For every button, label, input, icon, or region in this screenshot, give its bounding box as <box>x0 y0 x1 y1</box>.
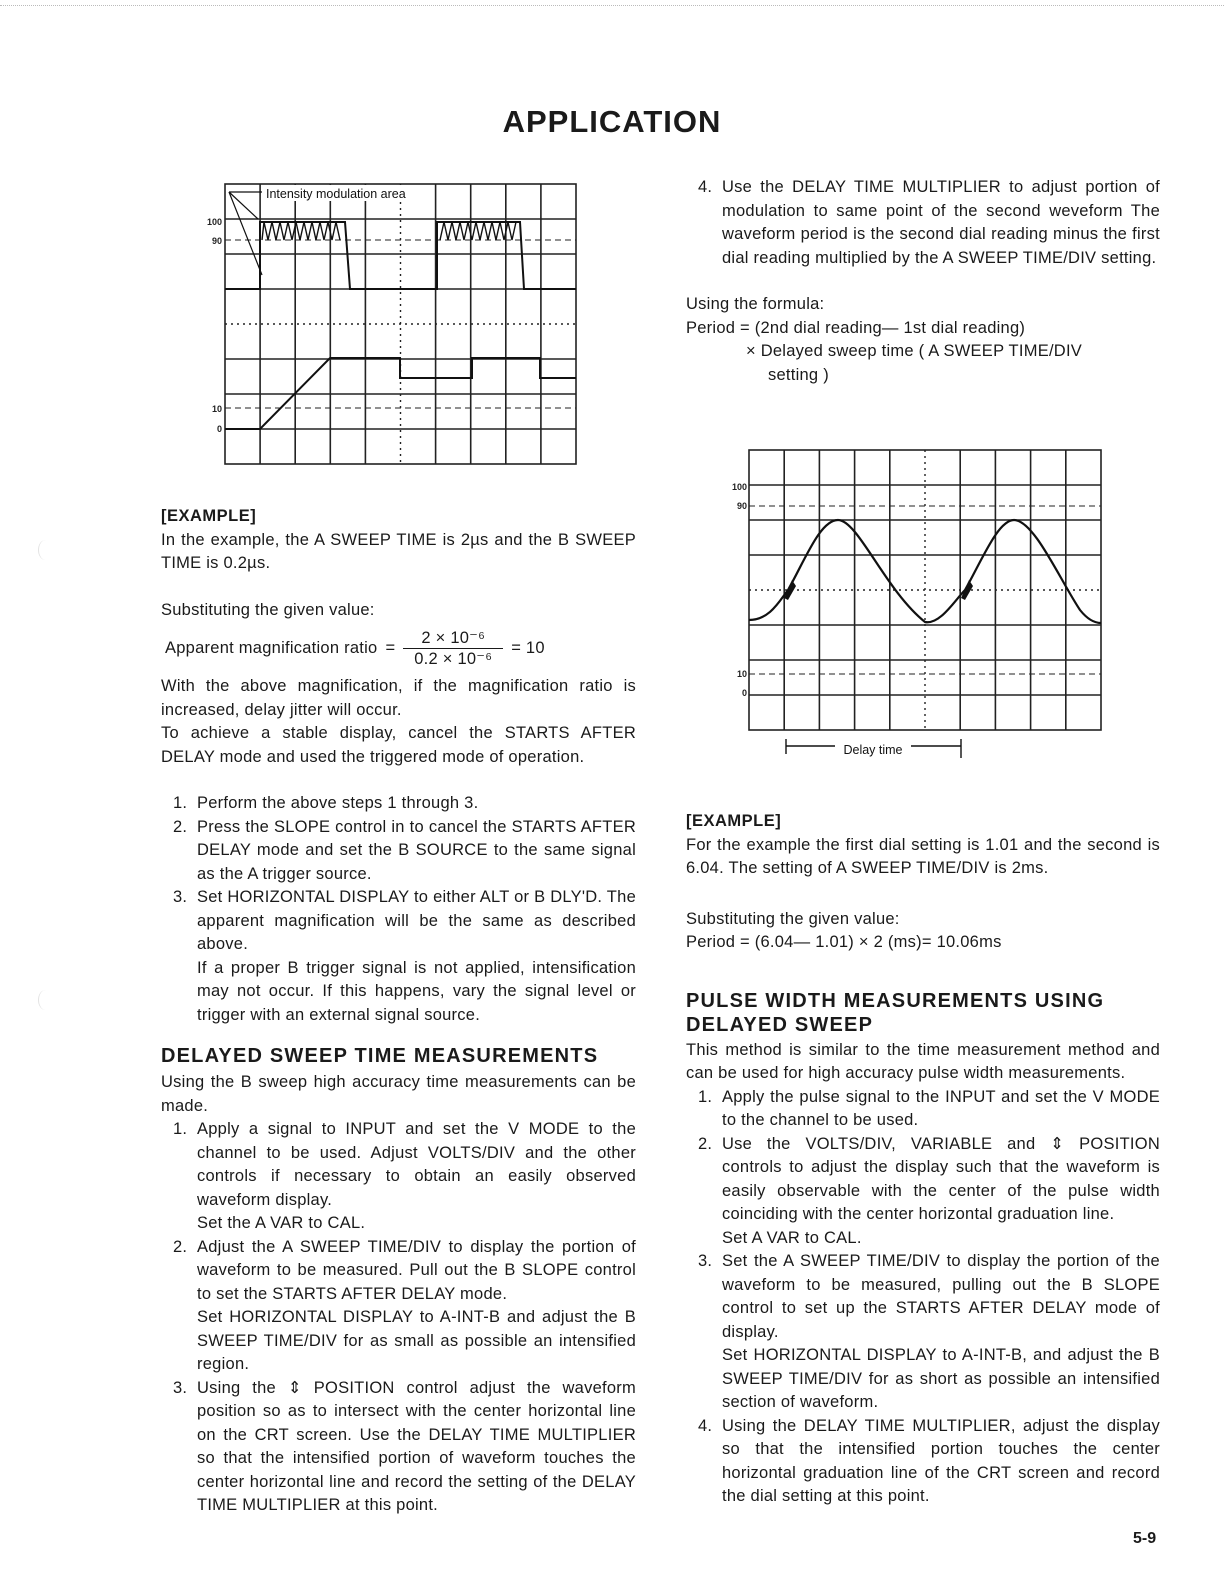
formula-result: = 10 <box>511 638 545 657</box>
period-formula-line3: setting ) <box>768 365 829 384</box>
tick-90: 90 <box>211 236 222 246</box>
list-item <box>161 1236 636 1377</box>
tick-100: 100 <box>206 217 222 227</box>
list-item <box>161 1118 636 1236</box>
list-item <box>686 1415 1160 1509</box>
scope-figure-intensity <box>200 178 585 470</box>
step-number: 3. <box>698 1252 713 1270</box>
scan-top-edge <box>0 5 1224 6</box>
step-text: Press the SLOPE control in to cancel the STARTS AFTER DELAY mode and set the B SOURCE to the same signal as the A trigger source. <box>197 817 636 883</box>
example-label-left: [EXAMPLE] <box>161 507 257 525</box>
example-label-right: [EXAMPLE] <box>686 812 782 830</box>
step-number: 2. <box>173 1237 188 1256</box>
formula-equals: = <box>385 638 396 657</box>
step-text: Adjust the A SWEEP TIME/DIV to display the portion of waveform to be measured. Pull out the B SLOPE control to set the STARTS AFTER DELAY mode. <box>197 1237 636 1303</box>
step-number: 3. <box>173 888 188 906</box>
period-formula-line2: × Delayed sweep time ( A SWEEP TIME/DIV <box>746 342 1083 360</box>
annotation-leaders <box>229 192 262 275</box>
tick-labels <box>207 217 222 434</box>
step-number: 2. <box>173 817 188 836</box>
delay-time-label: Delay time <box>843 743 903 757</box>
graticule-center-axes <box>225 184 576 464</box>
substituting-right: Substituting the given value: <box>686 909 900 928</box>
period-calculation: Period = (6.04— 1.01) × 2 (ms)= 10.06ms <box>686 933 1002 951</box>
list-item <box>161 792 636 816</box>
step-text: Set the A VAR to CAL. <box>197 1214 366 1232</box>
para-jitter: With the above magnification, if the magnification ratio is increased, delay jitter will occur. <box>161 677 636 719</box>
section-heading-delayed-sweep: DELAYED SWEEP TIME MEASUREMENTS <box>161 1045 599 1067</box>
graticule-center-axes <box>749 450 1101 730</box>
step-text: Use the VOLTS/DIV, VARIABLE and ⇕ POSITION controls to adjust the display such that the waveform is easily observable with the center of the pulse width coinciding with the center horizontal graduation line. <box>722 1134 1160 1223</box>
step-text: Using the ⇕ POSITION control adjust the waveform position so as to intersect with the center horizontal line on the CRT screen. Use the DELAY TIME MULTIPLIER so that the intensified portion of waveform touches the center horizontal line and record the setting of the DELAY TIME MULTIPLIER at this point. <box>197 1378 636 1514</box>
tick-90: 90 <box>736 501 747 511</box>
right-column-top <box>686 176 1160 387</box>
using-formula: Using the formula: <box>686 295 825 313</box>
magnification-formula <box>165 628 636 669</box>
list-item <box>686 1086 1160 1133</box>
step-text: Set the A SWEEP TIME/DIV to display the portion of the waveform to be measured, pulling out the B SLOPE control to set up the STARTS AFTER DELAY mode of display. <box>722 1252 1160 1341</box>
step-text: Using the DELAY TIME MULTIPLIER, adjust the display so that the intensified portion touches the center horizontal graduation line of the CRT screen and record the dial setting at this point. <box>722 1416 1160 1505</box>
step-text: Set HORIZONTAL DISPLAY to either ALT or B DLY'D. The apparent magnification will be the same as described above. <box>197 888 636 953</box>
step-text: Use the DELAY TIME MULTIPLIER to adjust portion of modulation to same point of the second weveform The waveform period is the second dial reading minus the first dial reading multiplied by the A SWEEP TIME/DIV setting. <box>722 178 1160 267</box>
section-heading-pulse-width: PULSE WIDTH MEASUREMENTS USING DELAYED SWEEP <box>686 989 1105 1036</box>
tick-0: 0 <box>741 688 747 698</box>
list-item <box>161 886 636 1027</box>
step-number: 4. <box>698 1416 713 1435</box>
example-text-right: For the example the first dial setting is 1.01 and the second is 6.04. The setting of A SWEEP TIME/DIV is 2ms. <box>686 835 1160 877</box>
list-item <box>686 1250 1160 1415</box>
scope-figure-delay-time <box>728 444 1108 764</box>
step-number: 1. <box>173 794 188 812</box>
step-number: 3. <box>173 1378 188 1397</box>
right-column-bottom <box>686 810 1160 1509</box>
tick-labels <box>732 482 747 698</box>
step-text: If a proper B trigger signal is not applied, intensification may not occur. If this happens, vary the signal level or trigger with an external signal source. <box>197 958 636 1024</box>
example-text-left: In the example, the A SWEEP TIME is 2µs and the B SWEEP TIME is 0.2µs. <box>161 530 636 572</box>
list-item <box>161 1377 636 1518</box>
formula-label: Apparent magnification ratio <box>165 638 378 657</box>
section-steps-right <box>686 1086 1160 1509</box>
substituting-left: Substituting the given value: <box>161 600 375 619</box>
tick-0: 0 <box>216 424 222 434</box>
section-intro-right: This method is similar to the time measurement method and can be used for high accuracy pulse width measurements. <box>686 1040 1160 1082</box>
tick-10: 10 <box>736 669 747 679</box>
page-number: 5-9 <box>1133 1530 1157 1547</box>
step-text: Set A VAR to CAL. <box>722 1228 862 1247</box>
section-steps-left <box>161 1118 636 1518</box>
period-formula-line1: Period = (2nd dial reading— 1st dial reading) <box>686 318 1026 337</box>
step-text: Set HORIZONTAL DISPLAY to A-INT-B, and adjust the B SWEEP TIME/DIV for as short as possible an intensified section of waveform. <box>722 1346 1160 1411</box>
step-4-list <box>686 176 1160 270</box>
intensity-annotation: Intensity modulation area <box>266 187 406 201</box>
tick-10: 10 <box>211 404 222 414</box>
formula-fraction <box>403 628 503 669</box>
steps-list-left <box>161 792 636 1027</box>
punch-hole-mark <box>38 540 53 560</box>
step-text: Perform the above steps 1 through 3. <box>197 794 479 812</box>
para-stable: To achieve a stable display, cancel the STARTS AFTER DELAY mode and used the triggered mode of operation. <box>161 724 636 766</box>
step-text: Apply a signal to INPUT and set the V MODE to the channel to be used. Adjust VOLTS/DIV and the other controls if necessary to obtain an easily observed waveform display. <box>197 1120 636 1209</box>
punch-hole-mark <box>38 990 53 1010</box>
left-column <box>161 505 636 1518</box>
step-number: 1. <box>173 1120 188 1138</box>
tick-100: 100 <box>731 482 747 492</box>
step-number: 4. <box>698 178 713 196</box>
formula-numerator: 2 × 10⁻⁶ <box>403 628 503 649</box>
step-number: 1. <box>698 1087 713 1106</box>
step-number: 2. <box>698 1134 713 1153</box>
page-title: APPLICATION <box>502 104 722 139</box>
formula-denominator: 0.2 × 10⁻⁶ <box>414 650 493 668</box>
intensified-points <box>784 580 973 600</box>
section-intro-left: Using the B sweep high accuracy time measurements can be made. <box>161 1073 636 1115</box>
list-item <box>686 1133 1160 1251</box>
list-item <box>686 176 1160 270</box>
list-item <box>161 816 636 887</box>
step-text: Apply the pulse signal to the INPUT and set the V MODE to the channel to be used. <box>722 1087 1160 1129</box>
step-text: Set HORIZONTAL DISPLAY to A-INT-B and adjust the B SWEEP TIME/DIV for as small as possible an intensified region. <box>197 1308 636 1373</box>
